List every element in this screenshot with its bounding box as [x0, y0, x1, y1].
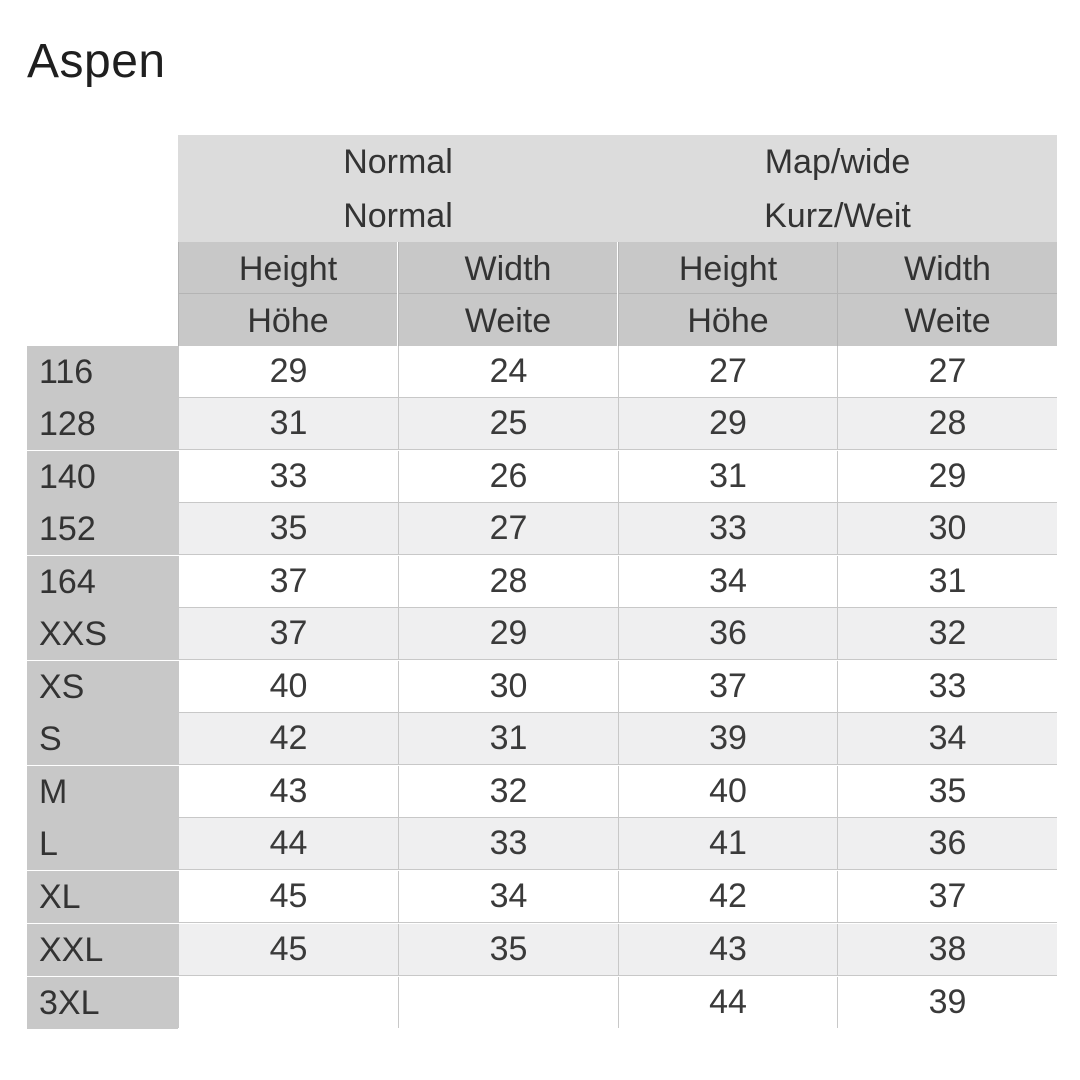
table-cell: [178, 977, 398, 1028]
column-header-label-de: Weite: [904, 302, 991, 340]
table-cell: 44: [178, 818, 398, 869]
size-label: L: [27, 818, 178, 870]
table-cell: 28: [398, 556, 618, 607]
table-cell: 35: [398, 924, 618, 975]
group-header-label-en: Map/wide: [764, 143, 911, 181]
table-cell: 42: [618, 871, 837, 922]
size-label: M: [27, 766, 178, 818]
size-label: 116: [27, 346, 178, 398]
table-row: [27, 398, 1057, 450]
table-cell: 35: [178, 503, 398, 554]
table-cell: 31: [178, 398, 398, 449]
column-header-label-de: Höhe: [687, 302, 769, 340]
table-cell: 37: [178, 608, 398, 659]
table-cell: 43: [618, 924, 837, 975]
size-label: 152: [27, 503, 178, 555]
table-cell: 43: [178, 766, 398, 817]
table-cell: 27: [398, 503, 618, 554]
table-cell: 33: [398, 818, 618, 869]
size-label: 3XL: [27, 977, 178, 1029]
table-cell: 26: [398, 451, 618, 502]
column-header-label-en: Height: [678, 250, 778, 288]
table-cell: 39: [618, 713, 837, 764]
table-cell: 32: [398, 766, 618, 817]
column-header-label-de: Weite: [464, 302, 552, 340]
table-row: [27, 713, 1057, 765]
table-cell: 33: [178, 451, 398, 502]
size-label: XS: [27, 661, 178, 713]
group-header-label-de: Kurz/Weit: [764, 197, 911, 235]
table-cell: [398, 977, 618, 1028]
table-cell: 41: [618, 818, 837, 869]
table-row: [27, 346, 1057, 398]
table-cell: 25: [398, 398, 618, 449]
table-cell: 45: [178, 871, 398, 922]
table-row: [27, 924, 1057, 976]
table-row: [27, 608, 1057, 660]
table-row: [27, 766, 1057, 818]
table-cell: 37: [837, 871, 1057, 922]
group-header-normal: [178, 135, 618, 242]
column-header-height-wide: [618, 242, 837, 346]
table-cell: 30: [398, 661, 618, 712]
table-row: [27, 503, 1057, 555]
column-header-width-normal: [398, 242, 617, 346]
size-label: XL: [27, 871, 178, 923]
size-label: 164: [27, 556, 178, 608]
table-cell: 40: [618, 766, 837, 817]
table-cell: 37: [178, 556, 398, 607]
table-cell: 34: [398, 871, 618, 922]
table-cell: 31: [398, 713, 618, 764]
table-cell: 30: [837, 503, 1057, 554]
table-cell: 33: [837, 661, 1057, 712]
column-header-height-normal: [178, 242, 397, 346]
size-label: S: [27, 713, 178, 765]
table-row: [27, 818, 1057, 870]
table-row: [27, 977, 1057, 1029]
table-cell: 27: [618, 346, 837, 397]
table-cell: 36: [618, 608, 837, 659]
group-header-label-en: Normal: [343, 143, 453, 181]
size-label: 128: [27, 398, 178, 450]
table-cell: 34: [618, 556, 837, 607]
table-cell: 31: [618, 451, 837, 502]
table-cell: 27: [837, 346, 1057, 397]
table-cell: 36: [837, 818, 1057, 869]
table-cell: 28: [837, 398, 1057, 449]
table-cell: 42: [178, 713, 398, 764]
size-label: XXS: [27, 608, 178, 660]
table-cell: 44: [618, 977, 837, 1028]
table-row: [27, 871, 1057, 923]
table-cell: 39: [837, 977, 1057, 1028]
table-cell: 35: [837, 766, 1057, 817]
table-row: [27, 451, 1057, 503]
table-cell: 38: [837, 924, 1057, 975]
table-cell: 29: [178, 346, 398, 397]
column-header-label-en: Height: [238, 250, 338, 288]
table-cell: 34: [837, 713, 1057, 764]
page-title: Aspen: [27, 35, 166, 88]
table-cell: 37: [618, 661, 837, 712]
table-cell: 29: [837, 451, 1057, 502]
column-header-label-en: Width: [904, 250, 991, 288]
table-cell: 31: [837, 556, 1057, 607]
table-cell: 29: [618, 398, 837, 449]
table-cell: 45: [178, 924, 398, 975]
size-label: 140: [27, 451, 178, 503]
group-header-map-wide: [618, 135, 1057, 242]
table-cell: 33: [618, 503, 837, 554]
table-cell: 32: [837, 608, 1057, 659]
column-header-width-wide: [837, 242, 1057, 346]
table-cell: 40: [178, 661, 398, 712]
group-header-label-de: Normal: [343, 197, 453, 235]
column-header-label-en: Width: [464, 250, 552, 288]
table-row: [27, 556, 1057, 608]
column-header-label-de: Höhe: [247, 302, 329, 340]
table-cell: 29: [398, 608, 618, 659]
table-row: [27, 661, 1057, 713]
table-cell: 24: [398, 346, 618, 397]
size-label: XXL: [27, 924, 178, 976]
